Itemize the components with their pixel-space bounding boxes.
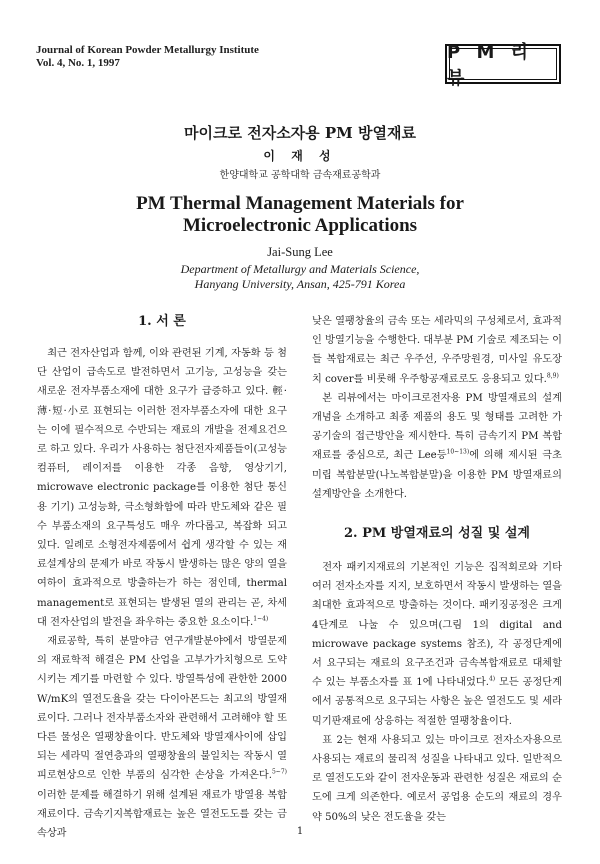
journal-volume: Vol. 4, No. 1, 1997 <box>36 57 120 69</box>
page-number: 1 <box>296 826 304 837</box>
section1-heading: 1. 서 론 <box>138 314 186 329</box>
journal-citation <box>36 44 259 70</box>
right-column <box>312 312 562 827</box>
paragraph-text: 재료공학, 특히 분말야금 연구개발분야에서 방열문제의 재료학적 해결은 PM 산업을 고부가가치형으로 도약시키는 계기를 마련할 수 있다. 방열특성에 관한한 2000 W/mK의 열전도율을 갖는 다이아몬드는 최고의 방열재료이다. 그러나 전자부품소자와 관련해서 고려해야 할 또 다른 물성은 열팽창율이다. 반도체와 방열재사이에 삽입되는 세라믹 절연층과의 열팽창율의 불일치는 작동시 열피로현상으로 인한 부품의 심각한 손상을 가져온다. <box>37 636 287 782</box>
english-title <box>0 193 600 237</box>
english-affiliation-line1: Department of Metallurgy and Materials Science, <box>180 262 420 276</box>
paragraph-text-tail: 에 의해 제시된 극초미립 복합분말(나노복합분말)을 이용한 PM 방열재료의 설계방안을 소개한다. <box>312 450 562 500</box>
korean-affiliation: 한양대학교 공학대학 금속재료공학과 <box>219 170 381 181</box>
section1-paragraph-1 <box>37 344 287 632</box>
paragraph-text-tail: 모든 공정단계에서 공통적으로 요구되는 사항은 높은 열전도도 및 세라믹기판재료에 상응하는 적절한 열팽창율이다. <box>312 677 562 727</box>
english-affiliation <box>0 262 600 292</box>
section1-paragraph-3 <box>312 389 562 504</box>
section1-paragraph-2-continued <box>312 312 562 389</box>
section1-paragraph-2 <box>37 632 287 843</box>
english-title-line1: PM Thermal Management Materials for <box>136 193 464 214</box>
paragraph-text: 최근 전자산업과 함께, 이와 관련된 기계, 자동화 등 첨단 산업이 급속도로 발전하면서 고기능, 고성능을 갖는 새로운 전자부품소재에 대한 요구가 급증하고 있다. 輕·薄·短·小로 표현되는 이러한 전자부품소자에 대한 요구는 이에 필수적으로 수반되는 재료의 개발을 전제요건으로 하고 있다. 우리가 사용하는 첨단전자제품들이(고성능 컴퓨터, 레이저를 이용한 각종 음향, 영상기기, microwave electronic package를 이용한 첨단 통신용 기기) 고성능화, 극소형화함에 따라 반도체와 같은 필수 부품소재의 요구특성도 매우 까다롭고, 복잡화 되고 있다. 일례로 소형전자제품에서 쉽게 생각할 수 있는 재료설계상의 문제가 바로 작동시 발생하는 많은 양의 열을 여하이 효과적으로 방출하는가 하는 점인데, thermal management로 표현되는 발생된 열의 관리는 곧, 차세대 전자산업의 발전을 좌우하는 중요한 요소이다. <box>37 348 287 628</box>
citation: 8,9) <box>546 372 559 380</box>
section2-paragraph-1 <box>312 558 562 731</box>
korean-title: 마이크로 전자소자용 PM 방열재료 <box>184 124 416 142</box>
english-title-line2: Microelectronic Applications <box>182 215 418 236</box>
journal-name: Journal of Korean Powder Metallurgy Institute <box>36 44 259 56</box>
left-column <box>37 312 287 843</box>
citation: 1~4) <box>253 615 269 623</box>
korean-author: 이 재 성 <box>263 149 337 163</box>
section2-paragraph-2: 표 2는 현재 사용되고 있는 마이크로 전자소자용으로 사용되는 재료의 물리적 성질을 나타내고 있다. 일반적으로 열전도도와 같이 전자운동과 관련한 성질은 재료의 순도에 크게 의존한다. 예로서 공업용 순도의 재료의 경우 약 50%의 낮은 전도율을 갖는 <box>312 734 562 823</box>
english-author: Jai-Sung Lee <box>267 245 333 259</box>
paragraph-text: 전자 패키지재료의 기본적인 기능은 집적회로와 기타 여러 전자소자를 지지, 보호하면서 작동시 발생하는 열을 최대한 효과적으로 방출하는 것이다. 패키징공정은 크게 4단계로 나눌 수 있으며(그림 1의 digital and microwave package systems 참조), 각 공정단계에서 요구되는 재료의 요구조건과 금속복합재료로 대체할 수 있는 부품소자를 표 1에 나타내었다. <box>312 562 562 689</box>
citation: 4) <box>488 675 496 683</box>
citation: 10~13) <box>446 449 470 457</box>
english-affiliation-line2: Hanyang University, Ansan, 425-791 Korea <box>194 277 406 291</box>
paragraph-text: 본 리뷰에서는 마이크로전자용 PM 방열재료의 설계개념을 소개하고 최종 제품의 용도 및 형태를 고려한 가공기술의 접근방안을 제시한다. 특히 금속기지 PM 복합재료를 중심으로, 최근 Lee등 <box>312 392 562 462</box>
paragraph-text-tail: 이러한 문제를 해결하기 위해 설계된 재료가 방열용 복합재료이다. 금속기지복합재료는 높은 열전도도를 갖는 금속상과 <box>37 789 287 840</box>
citation: 5~7) <box>271 769 287 777</box>
paragraph-text: 낮은 열팽창율의 금속 또는 세라믹의 구성체로서, 효과적인 방열기능을 수행한다. 대부분 PM 기술로 제조되는 이들 복합재료는 최근 우주선, 우주망원경, 미사일 유도장치 cover를 비롯해 우주항공재료로도 응용되고 있다. <box>312 316 562 385</box>
pm-review-badge: P M 리 뷰 <box>445 44 561 84</box>
section2-heading: 2. PM 방열재료의 성질 및 설계 <box>344 526 530 542</box>
